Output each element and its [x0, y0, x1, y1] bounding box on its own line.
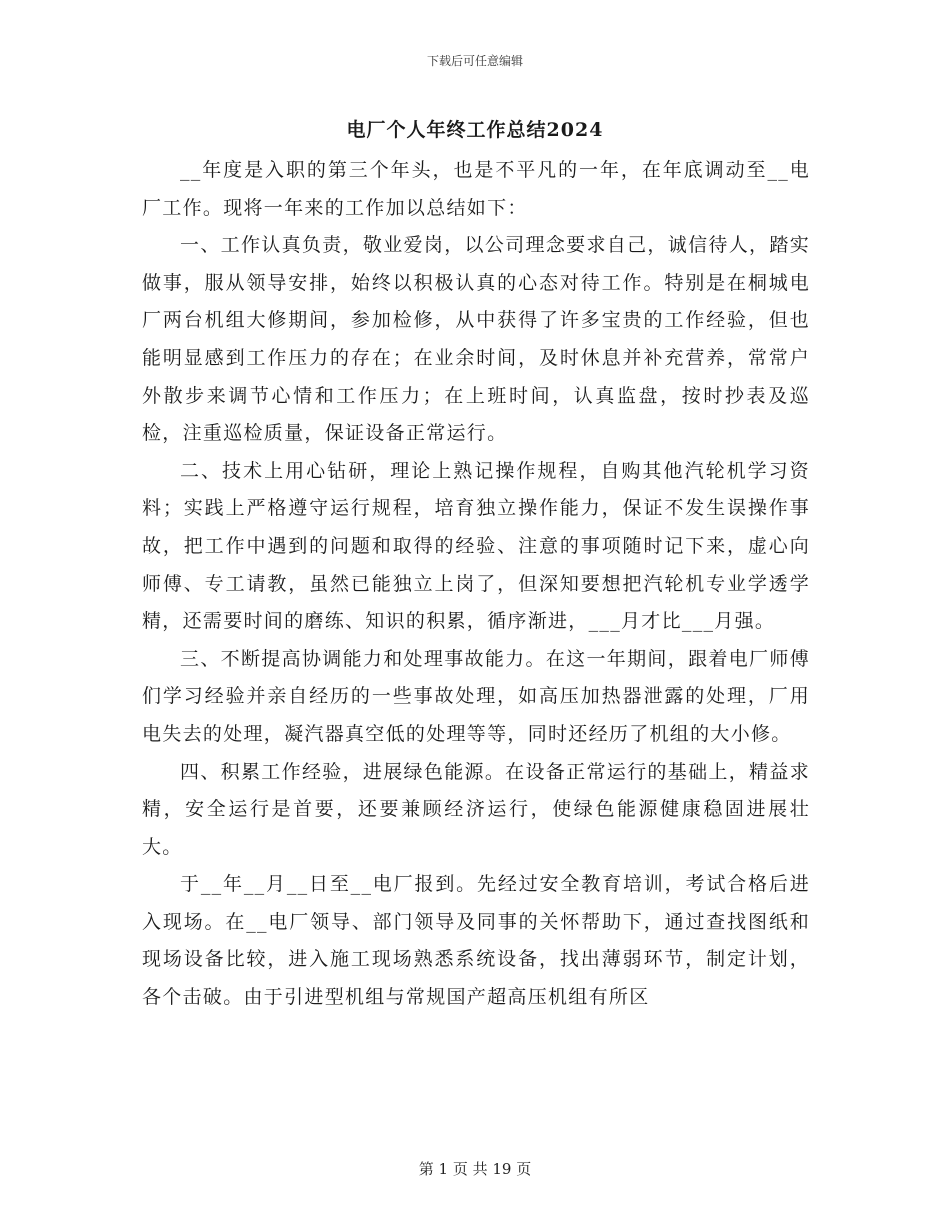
- page-footer-number: 第 1 页 共 19 页: [418, 1160, 532, 1178]
- paragraph-1: 一、工作认真负责，敬业爱岗，以公司理念要求自己，诚信待人，踏实做事，服从领导安排，始终以积极认真的心态对待工作。特别是在桐城电厂两台机组大修期间，参加检修，从中获得了许多宝贵的工作经验，但也能明显感到工作压力的存在；在业余时间，及时休息并补充营养，常常户外散步来调节心情和工作压力；在上班时间，认真监盘，按时抄表及巡检，注重巡检质量，保证设备正常运行。: [142, 234, 810, 445]
- document-body: [142, 152, 810, 1017]
- document-title: 电厂个人年终工作总结2024: [346, 119, 604, 141]
- page-header-note: 下载后可任意编辑: [426, 54, 523, 68]
- paragraph-5: 于__年__月__日至__电厂报到。先经过安全教育培训，考试合格后进入现场。在__电厂领导、部门领导及同事的关怀帮助下，通过查找图纸和现场设备比较，进入施工现场熟悉系统设备，找出薄弱环节，制定计划，各个击破。由于引进型机组与常规国产超高压机组有所区: [142, 873, 810, 1009]
- paragraph-4: 四、积累工作经验，进展绿色能源。在设备正常运行的基础上，精益求精，安全运行是首要，还要兼顾经济运行，使绿色能源健康稳固进展壮大。: [142, 760, 810, 858]
- paragraph-3: 三、不断提高协调能力和处理事故能力。在这一年期间，跟着电厂师傅们学习经验并亲自经历的一些事故处理，如高压加热器泄露的处理，厂用电失去的处理，凝汽器真空低的处理等等，同时还经历了机组的大小修。: [142, 647, 810, 745]
- paragraph-intro: __年度是入职的第三个年头，也是不平凡的一年，在年底调动至__电厂工作。现将一年来的工作加以总结如下：: [142, 159, 810, 219]
- paragraph-2: 二、技术上用心钻研，理论上熟记操作规程，自购其他汽轮机学习资料；实践上严格遵守运行规程，培育独立操作能力，保证不发生误操作事故，把工作中遇到的问题和取得的经验、注意的事项随时记下来，虚心向师傅、专工请教，虽然已能独立上岗了，但深知要想把汽轮机专业学透学精，还需要时间的磨练、知识的积累，循序渐进，___月才比___月强。: [142, 459, 810, 633]
